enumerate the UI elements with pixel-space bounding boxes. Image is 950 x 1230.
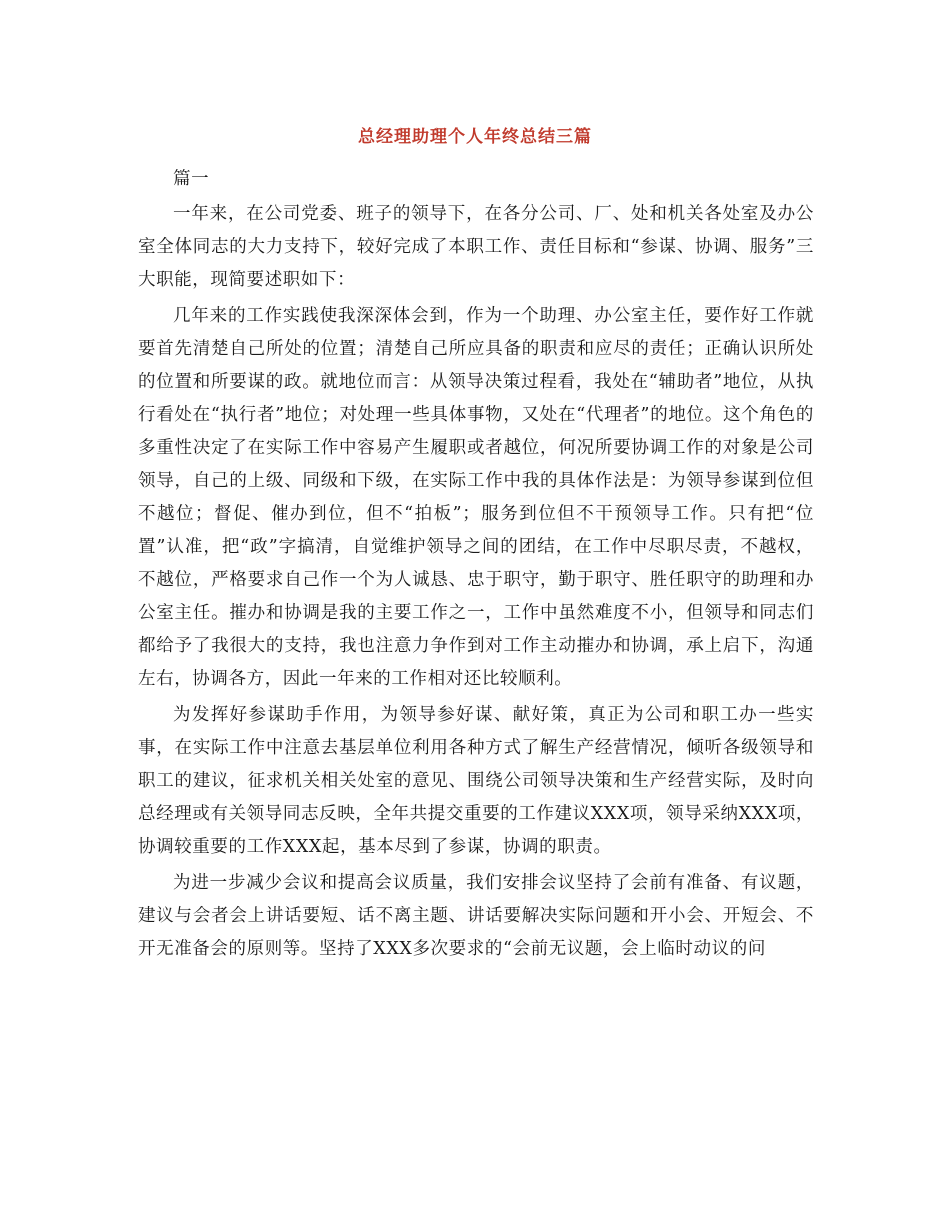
section-heading: 篇一 [173, 169, 210, 189]
paragraph: 为发挥好参谋助手作用，为领导参好谋、献好策，真正为公司和职工办一些实事，在实际工作中注意去基层单位利用各种方式了解生产经营情况，倾听各级领导和职工的建议，征求机关相关处室的意见、围绕公司领导决策和生产经营实际，及时向总经理或有关领导同志反映，全年共提交重要的工作建议XXX项，领导采纳XXX项，协调较重要的工作XXX起，基本尽到了参谋，协调的职责。 [138, 705, 814, 857]
paragraph: 一年来，在公司党委、班子的领导下，在各分公司、厂、处和机关各处室及办公室全体同志的大力支持下，较好完成了本职工作、责任目标和“参谋、协调、服务”三大职能，现简要述职如下： [138, 204, 814, 290]
paragraph: 为进一步减少会议和提高会议质量，我们安排会议坚持了会前有准备、有议题，建议与会者会上讲话要短、话不离主题、讲话要解决实际问题和开小会、开短会、不开无准备会的原则等。坚持了XXX多次要求的“会前无议题，会上临时动议的问 [138, 873, 814, 959]
paragraph: 几年来的工作实践使我深深体会到，作为一个助理、办公室主任，要作好工作就要首先清楚自己所处的位置；清楚自己所应具备的职责和应尽的责任；正确认识所处的位置和所要谋的政。就地位而言：从领导决策过程看，我处在“辅助者”地位，从执行看处在“执行者”地位；对处理一些具体事物，又处在“代理者”的地位。这个角色的多重性决定了在实际工作中容易产生履职或者越位，何况所要协调工作的对象是公司领导，自己的上级、同级和下级，在实际工作中我的具体作法是：为领导参谋到位但不越位；督促、催办到位，但不“拍板”；服务到位但不干预领导工作。只有把“位置”认准，把“政”字搞清，自觉维护领导之间的团结，在工作中尽职尽责，不越权，不越位，严格要求自己作一个为人诚恳、忠于职守，勤于职守、胜任职守的助理和办公室主任。摧办和协调是我的主要工作之一，工作中虽然难度不小，但领导和同志们都给予了我很大的支持，我也注意力争作到对工作主动摧办和协调，承上启下，沟通左右，协调各方，因此一年来的工作相对还比较顺利。 [138, 306, 814, 689]
document-body [138, 163, 814, 969]
document-title: 总经理助理个人年终总结三篇 [358, 127, 592, 147]
